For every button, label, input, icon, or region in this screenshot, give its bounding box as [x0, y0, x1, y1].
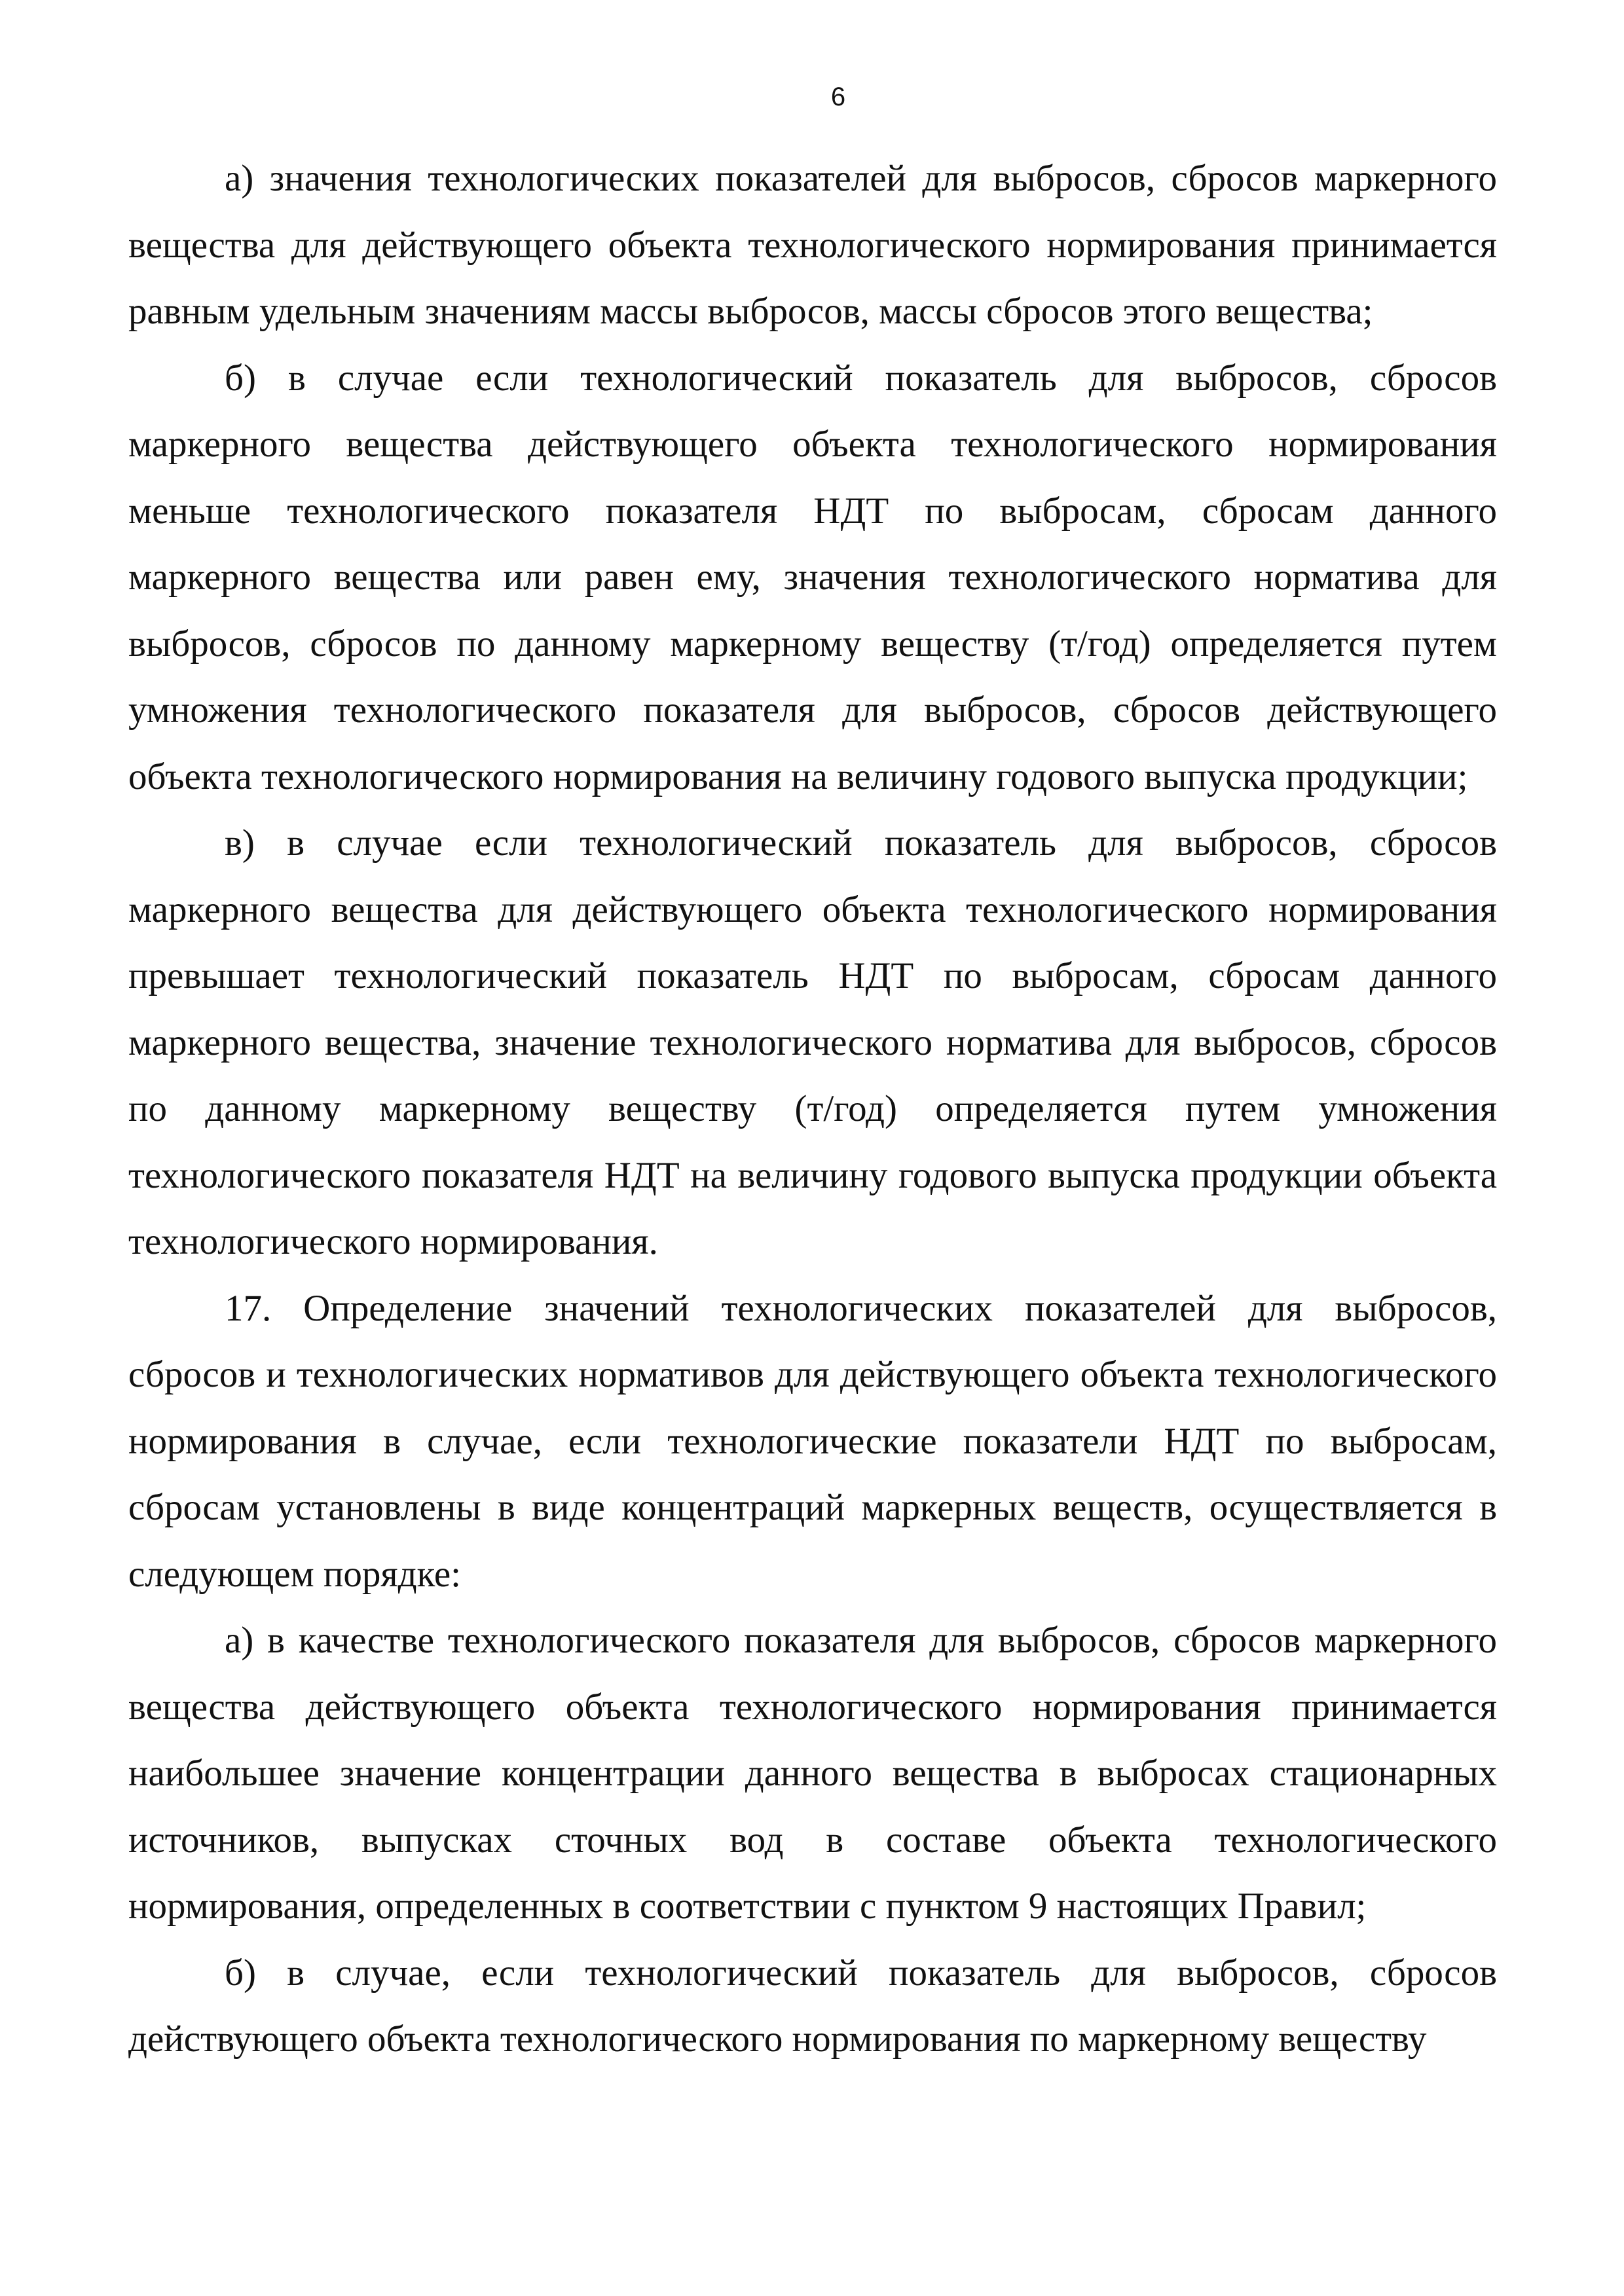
document-body [128, 145, 1497, 2073]
paragraph-17b: б) в случае, если технологический показатель для выбросов, сбросов действующего объекта технологического нормирования по маркерному веществу [128, 1952, 1497, 2060]
paragraph-16c: в) в случае если технологический показатель для выбросов, сбросов маркерного вещества для действующего объекта технологического нормирования превышает технологический показатель НДТ по выбросам, сбросам данного маркерного вещества, значение технологического норматива для выбросов, сбросов по данному маркерному веществу (т/год) определяется путем умножения технологического показателя НДТ на величину годового выпуска продукции объекта технологического нормирования. [128, 822, 1497, 1262]
paragraph-17a: а) в качестве технологического показателя для выбросов, сбросов маркерного вещества действующего объекта технологического нормирования принимается наибольшее значение концентрации данного вещества в выбросах стационарных источников, выпусках сточных вод в составе объекта технологического нормирования, определенных в соответствии с пунктом 9 настоящих Правил; [128, 1620, 1497, 1927]
paragraph-16b: б) в случае если технологический показатель для выбросов, сбросов маркерного вещества действующего объекта технологического нормирования меньше технологического показателя НДТ по выбросам, сбросам данного маркерного вещества или равен ему, значения технологического норматива для выбросов, сбросов по данному маркерному веществу (т/год) определяется путем умножения технологического показателя для выбросов, сбросов действующего объекта технологического нормирования на величину годового выпуска продукции; [128, 357, 1497, 797]
paragraph-17: 17. Определение значений технологических показателей для выбросов, сбросов и технологических нормативов для действующего объекта технологического нормирования в случае, если технологические показатели НДТ по выбросам, сбросам установлены в виде концентраций маркерных веществ, осуществляется в следующем порядке: [128, 1287, 1497, 1595]
page-number: 6 [830, 82, 846, 111]
paragraph-16a: а) значения технологических показателей для выбросов, сбросов маркерного вещества для действующего объекта технологического нормирования принимается равным удельным значениям массы выбросов, массы сбросов этого вещества; [128, 158, 1497, 332]
